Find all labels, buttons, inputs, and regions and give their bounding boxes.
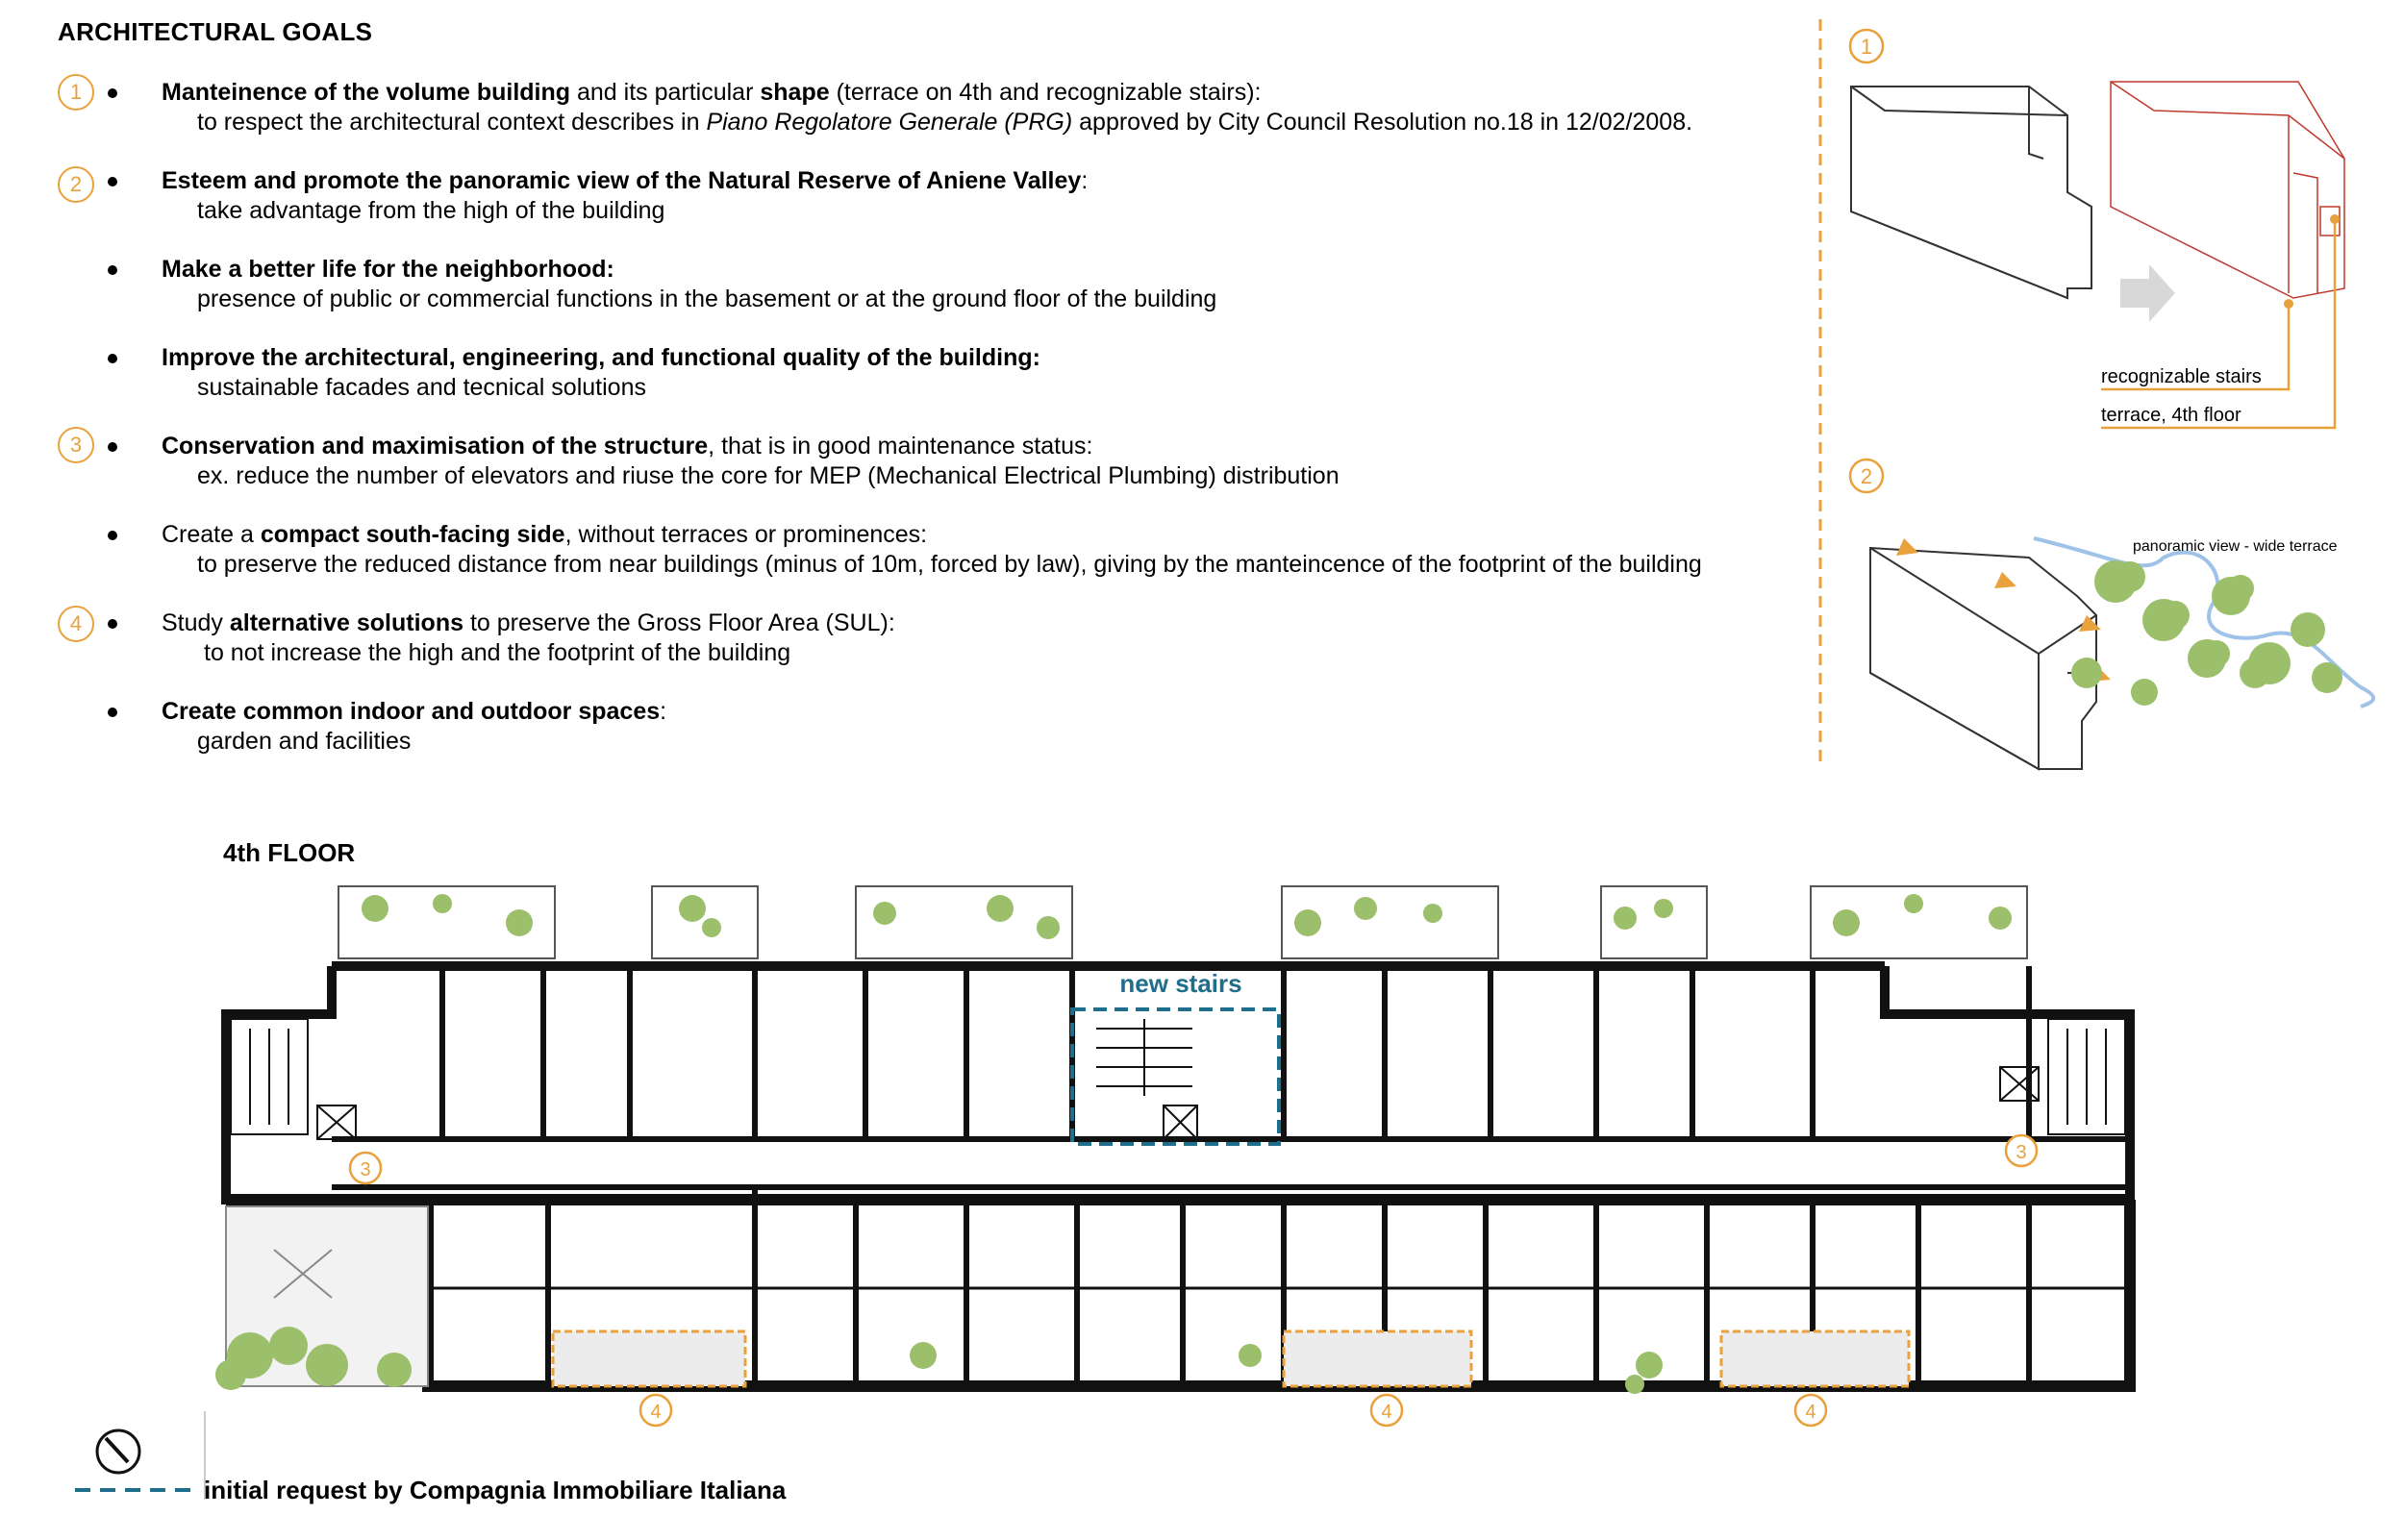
goal-marker-3: 3 — [58, 427, 94, 463]
goal-8-detail: garden and facilities — [197, 728, 412, 755]
goal-2-heading: Esteem and promote the panoramic view of the Natural Reserve of Aniene Valley: — [162, 167, 1089, 194]
page-title: ARCHITECTURAL GOALS — [58, 17, 373, 46]
floor-title: 4th FLOOR — [223, 838, 356, 867]
plan-marker-3-left: 3 — [360, 1159, 371, 1180]
arrow-icon — [2120, 264, 2175, 322]
tree-icons — [2071, 560, 2342, 706]
goal-1-detail: to respect the architectural context describes in Piano Regolatore Generale (PRG) approved by City Council Resolution no.18 in 12/02/2008. — [197, 109, 1693, 136]
new-stairs-label: new stairs — [1119, 969, 1242, 998]
plan-marker-3-right: 3 — [2016, 1142, 2027, 1163]
diagram-marker-1: 1 — [1860, 35, 1873, 59]
plan-marker-4-c: 4 — [1805, 1402, 1816, 1423]
massing-panoramic — [1870, 548, 2096, 769]
goal-4-heading: Improve the architectural, engineering, and functional quality of the building: — [162, 344, 1040, 371]
goal-3-heading: Make a better life for the neighborhood: — [162, 256, 614, 283]
massing-proposed — [2111, 82, 2344, 298]
label-panoramic: panoramic view - wide terrace — [2133, 538, 2338, 555]
terrace-plants — [362, 894, 2012, 939]
massing-existing — [1851, 87, 2091, 298]
legend-text: initial request by Compagnia Immobiliare Italiana — [204, 1476, 787, 1504]
goal-6-heading: Create a compact south-facing side, without terraces or prominences: — [162, 521, 928, 548]
goal-marker-2: 2 — [58, 166, 94, 203]
plan-marker-4-a: 4 — [650, 1402, 662, 1423]
goal-6-detail: to preserve the reduced distance from near buildings (minus of 10m, forced by law), giving by the manteincence of the footprint of the building — [197, 551, 1702, 578]
goal-4-detail: sustainable facades and tecnical solutions — [197, 374, 646, 401]
goal-7-detail: to not increase the high and the footprint of the building — [204, 639, 791, 666]
goal-5-heading: Conservation and maximisation of the structure, that is in good maintenance status: — [162, 433, 1093, 460]
goal-1-heading: Manteinence of the volume building and its particular shape (terrace on 4th and recognizable stairs): — [162, 79, 1262, 106]
goal-marker-4: 4 — [58, 606, 94, 642]
plan-marker-4-b: 4 — [1381, 1402, 1392, 1423]
goal-8-heading: Create common indoor and outdoor spaces: — [162, 698, 667, 725]
goal-marker-1: 1 — [58, 74, 94, 111]
goal-5-detail: ex. reduce the number of elevators and riuse the core for MEP (Mechanical Electrical Plumbing) distribution — [197, 462, 1340, 489]
label-terrace: terrace, 4th floor — [2101, 405, 2241, 426]
label-stairs: recognizable stairs — [2101, 366, 2262, 387]
goal-7-heading: Study alternative solutions to preserve the Gross Floor Area (SUL): — [162, 609, 895, 636]
diagram-marker-2: 2 — [1860, 464, 1873, 488]
goal-3-detail: presence of public or commercial functions in the basement or at the ground floor of the building — [197, 286, 1217, 312]
goal-2-detail: take advantage from the high of the building — [197, 197, 665, 224]
